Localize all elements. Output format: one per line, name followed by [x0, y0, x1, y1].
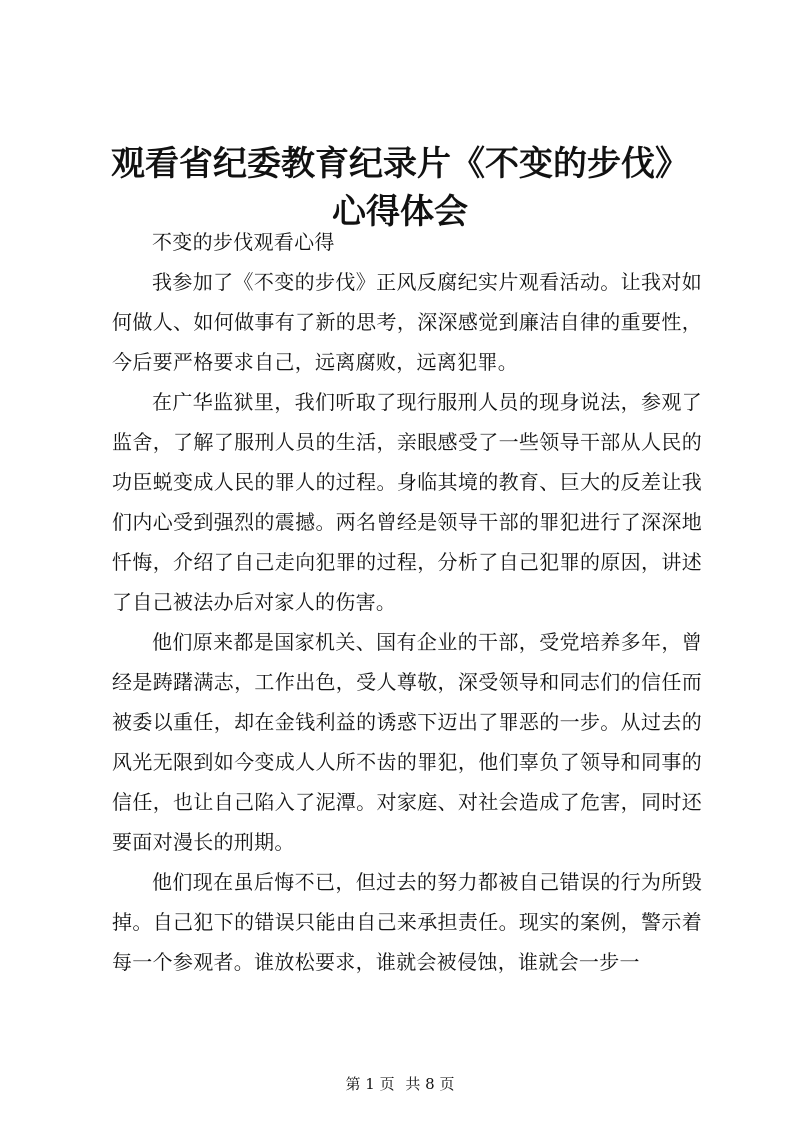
page-total: 共 8 页 [405, 1075, 455, 1093]
document-title: 观看省纪委教育纪录片《不变的步伐》心得体会 [111, 144, 689, 232]
document-body [112, 222, 702, 982]
paragraph: 在广华监狱里，我们听取了现行服刑人员的现身说法，参观了监舍，了解了服刑人员的生活，亲眼感受了一些领导干部从人民的功臣蜕变成人民的罪人的过程。身临其境的教育、巨大的反差让我们内心受到强烈的震撼。两名曾经是领导干部的罪犯进行了深深地忏悔，介绍了自己走向犯罪的过程，分析了自己犯罪的原因，讲述了自己被法办后对家人的伤害。 [112, 390, 702, 614]
paragraph: 他们现在虽后悔不已，但过去的努力都被自己错误的行为所毁掉。自己犯下的错误只能由自己来承担责任。现实的案例，警示着每一个参观者。谁放松要求，谁就会被侵蚀，谁就会一步一 [112, 870, 702, 974]
paragraph: 我参加了《不变的步伐》正风反腐纪实片观看活动。让我对如何做人、如何做事有了新的思考，深深感觉到廉洁自律的重要性，今后要严格要求自己，远离腐败，远离犯罪。 [112, 270, 702, 374]
paragraph-subtitle: 不变的步伐观看心得 [152, 230, 335, 254]
page-number: 第 1 页 [345, 1075, 395, 1093]
page-footer [0, 1074, 800, 1094]
paragraph: 他们原来都是国家机关、国有企业的干部，受党培养多年，曾经是踌躇满志，工作出色，受人尊敬，深受领导和同志们的信任而被委以重任，却在金钱利益的诱惑下迈出了罪恶的一步。从过去的风光无限到如今变成人人所不齿的罪犯，他们辜负了领导和同事的信任，也让自己陷入了泥潭。对家庭、对社会造成了危害，同时还要面对漫长的刑期。 [112, 630, 702, 854]
